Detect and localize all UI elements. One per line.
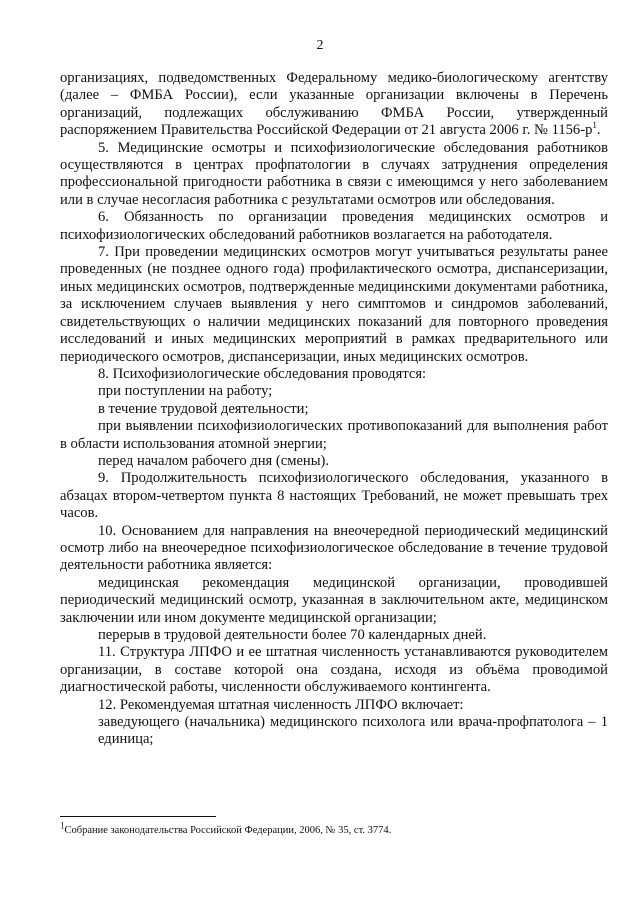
paragraph-7: 7. При проведении медицинских осмотров могут учитываться результаты ранее проведенных (не позднее одного года) профилактического осмотра, диспансеризации, иных медицинских осмотров, подтвержденные медицинскими документами работника, за исключением случаев выявления у него симптомов и синдромов заболеваний, свидетельствующих о наличии медицинских показаний для повторного проведения исследований и иных медицинских мероприятий в рамках предварительного или периодического осмотров, диспансеризации, иных медицинских осмотров. [60, 244, 608, 365]
paragraph-tail: . [596, 122, 601, 139]
paragraph-12: 12. Рекомендуемая штатная численность ЛПФО включает: [98, 696, 464, 713]
list-item-contraindications: при выявлении психофизиологических противопоказаний для выполнения работ в области использования атомной энергии; [60, 418, 608, 452]
paragraph-10: 10. Основанием для направления на внеочередной периодический медицинский осмотр либо на внеочередное психофизиологическое обследование в течение трудовой деятельности работника является: [60, 522, 608, 574]
page-number: 2 [316, 38, 324, 53]
paragraph-8: 8. Психофизиологические обследования проводятся: [98, 365, 427, 382]
footnote-reference: 1 [592, 120, 597, 131]
footnote-text: Собрание законодательства Российской Федерации, 2006, № 35, ст. 3774. [64, 825, 392, 836]
footnote [60, 820, 608, 837]
paragraph-11: 11. Структура ЛПФО и ее штатная численность устанавливаются руководителем организации, в составе которой она создана, исходя из объёма проводимой диагностической работы, численности обслуживаемого контингента. [60, 644, 608, 696]
list-item-before-shift: перед началом рабочего дня (смены). [98, 452, 330, 469]
list-item-medical-recommendation: медицинская рекомендация медицинской организации, проводившей периодический медицинский осмотр, указанная в заключительном акте, медицинском заключении или ином документе медицинской организации; [60, 574, 608, 626]
paragraph-continuation [60, 70, 608, 140]
paragraph-5: 5. Медицинские осмотры и психофизиологические обследования работников осуществляются в центрах профпатологии в случаях затруднения определения профессиональной пригодности работника в связи с имеющимся у него заболеванием или в случае несогласия работника с результатами осмотров или обследования. [60, 139, 608, 208]
paragraph-9: 9. Продолжительность психофизиологического обследования, указанного в абзацах втором-четвертом пункта 8 настоящих Требований, не может превышать трех часов. [60, 470, 608, 522]
list-item-on-hiring: при поступлении на работу; [98, 383, 273, 400]
list-item-during-employment: в течение трудовой деятельности; [98, 400, 309, 417]
paragraph-6: 6. Обязанность по организации проведения медицинских осмотров и психофизиологических обследований работников возлагается на работодателя. [60, 209, 608, 243]
footnote-mark: 1 [60, 820, 65, 831]
list-item-work-break: перерыв в трудовой деятельности более 70 календарных дней. [98, 627, 487, 643]
paragraph-text: организациях, подведомственных Федеральному медико-биологическому агентству (далее – ФМБА России), если указанные организации включены в Перечень организаций, подлежащих обслуживанию ФМБА России, утвержденный распоряжением Правительства Российской Федерации от 21 августа 2006 г. № 1156-р [60, 70, 608, 139]
list-item-head-position: заведующего (начальника) медицинского психолога или врача-профпатолога – 1 единица; [98, 714, 608, 748]
document-body [60, 70, 608, 749]
footnote-separator [60, 816, 216, 817]
